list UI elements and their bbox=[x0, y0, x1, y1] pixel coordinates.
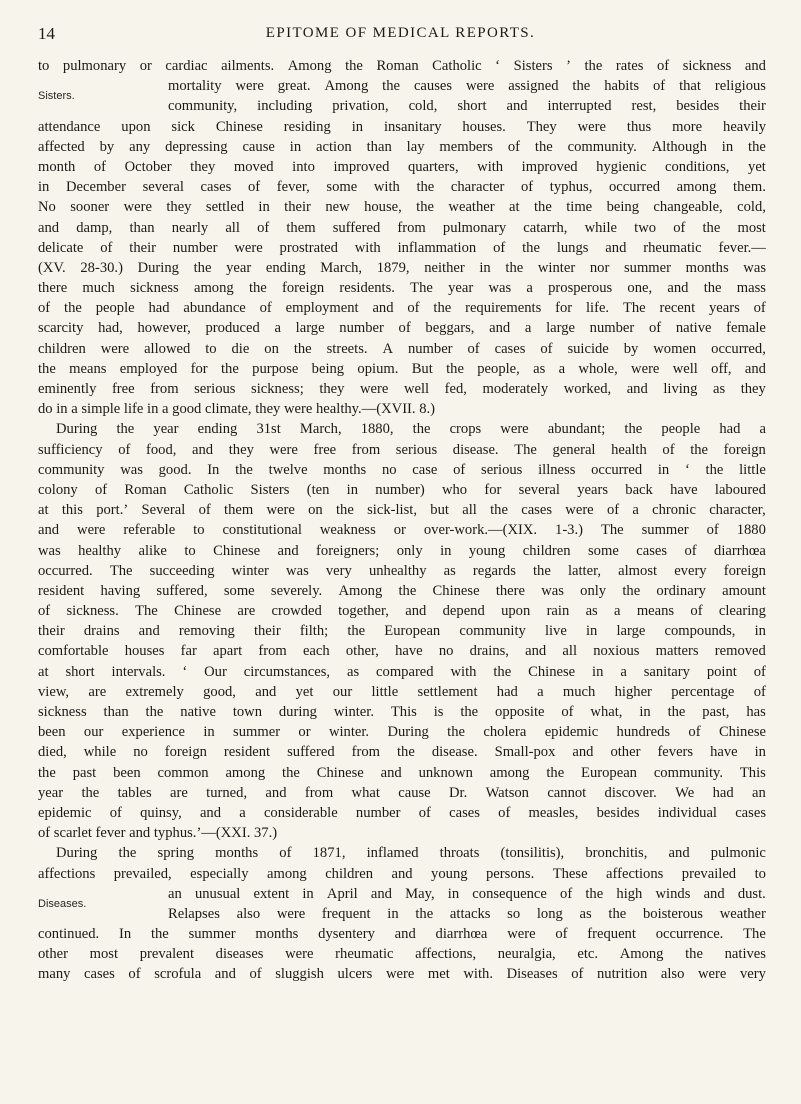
text-line: died, while no foreign resident suffered from the disease. Small-pox and other fevers have in bbox=[38, 744, 766, 761]
text-line: their drains and removing their filth; the European community live in large compounds, in bbox=[38, 623, 766, 640]
margin-note-sisters: Sisters. bbox=[38, 90, 75, 103]
text-line: month of October they moved into improved quarters, with improved hygienic conditions, yet bbox=[38, 158, 766, 175]
text-line: the means employed for the purpose being opium. But the people, as a whole, were well off, and bbox=[38, 360, 766, 377]
diseases-paragraph-block bbox=[38, 884, 766, 924]
text-line: comfortable houses far apart from each other, have no drains, and all noxious matters removed bbox=[38, 643, 766, 660]
text-line-last: of scarlet fever and typhus.’—(XXI. 37.) bbox=[38, 825, 278, 842]
text-line: was healthy alike to Chinese and foreigners; only in young children some cases of diarrhœa bbox=[38, 542, 766, 559]
text-line: mortality were great. Among the causes were assigned the habits of that religious bbox=[168, 78, 766, 95]
text-line: During the spring months of 1871, inflamed throats (tonsilitis), bronchitis, and pulmonic bbox=[56, 845, 766, 862]
text-line: view, are extremely good, and yet our little settlement had a much higher percentage of bbox=[38, 683, 766, 700]
running-head: EPITOME OF MEDICAL REPORTS. bbox=[265, 25, 536, 41]
text-line: eminently free from serious sickness; they were well fed, moderately worked, and living as they bbox=[38, 381, 766, 397]
text-line: year the tables are turned, and from what cause Dr. Watson cannot discover. We had an bbox=[38, 784, 766, 801]
text-line: epidemic of quinsy, and a considerable number of cases of measles, besides individual cases bbox=[38, 804, 766, 821]
margin-note-diseases: Diseases. bbox=[38, 897, 87, 910]
page-number: 14 bbox=[38, 24, 55, 43]
text-line: attendance upon sick Chinese residing in insanitary houses. They were thus more heavily bbox=[38, 118, 766, 135]
text-line: and damp, than nearly all of them suffered from pulmonary catarrh, while two of the most bbox=[38, 219, 766, 236]
text-line: other most prevalent diseases were rheumatic affections, neuralgia, etc. Among the natives bbox=[38, 946, 766, 963]
text-line: occurred. The succeeding winter was very unhealthy as regards the latter, almost every foreign bbox=[38, 562, 766, 579]
text-line: children were allowed to die on the streets. A number of cases of suicide by women occurred, bbox=[38, 340, 766, 357]
text-line: resident having suffered, some severely. Among the Chinese there was only the ordinary amount bbox=[38, 582, 766, 599]
text-line: (XV. 28-30.) During the year ending March, 1879, neither in the winter nor summer months was bbox=[38, 259, 766, 276]
text-line: affections prevailed, especially among children and young persons. These affections prevailed to bbox=[38, 865, 766, 882]
text-line: of sickness. The Chinese are crowded together, and depend upon rain as a means of clearing bbox=[38, 603, 766, 620]
text-line: sufficiency of food, and they were free from serious disease. The general health of the foreign bbox=[38, 441, 766, 458]
body-text bbox=[38, 56, 766, 985]
text-line: sickness than the native town during winter. This is the opposite of what, in the past, has bbox=[38, 704, 766, 720]
text-line: to pulmonary or cardiac ailments. Among the Roman Catholic ‘ Sisters ’ the rates of sickness and bbox=[38, 58, 766, 74]
text-line: colony of Roman Catholic Sisters (ten in number) who for several years back have laboured bbox=[38, 481, 766, 498]
text-line: No sooner were they settled in their new house, the weather at the time being changeable, cold, bbox=[38, 199, 766, 216]
text-line: delicate of their number were prostrated with inflammation of the lungs and rheumatic fever.— bbox=[38, 239, 766, 256]
text-line: community, including privation, cold, short and interrupted rest, besides their bbox=[168, 98, 766, 115]
page-header bbox=[0, 24, 801, 44]
text-line: an unusual extent in April and May, in consequence of the high winds and dust. bbox=[168, 885, 766, 902]
text-line: in December several cases of fever, some with the character of typhus, occurred among them. bbox=[38, 179, 766, 196]
text-line: been our experience in summer or winter. During the cholera epidemic hundreds of Chinese bbox=[38, 724, 766, 741]
text-line: Relapses also were frequent in the attacks so long as the boisterous weather bbox=[168, 905, 766, 922]
text-line-last: do in a simple life in a good climate, they were healthy.—(XVII. 8.) bbox=[38, 401, 436, 418]
text-line: many cases of scrofula and of sluggish ulcers were met with. Diseases of nutrition also were very bbox=[38, 966, 766, 983]
text-line: at this port.’ Several of them were on the sick-list, but all the cases were of a chronic character, bbox=[38, 502, 766, 519]
text-line: the past been common among the Chinese and unknown among the European community. This bbox=[38, 764, 766, 781]
text-line: affected by any depressing cause in action than lay members of the community. Although in the bbox=[38, 138, 766, 155]
text-line: During the year ending 31st March, 1880, the crops were abundant; the people had a bbox=[56, 421, 766, 438]
text-line: there much sickness among the foreign residents. The year was a prosperous one, and the mass bbox=[38, 280, 766, 297]
sisters-paragraph-block bbox=[38, 76, 766, 116]
text-line: continued. In the summer months dysentery and diarrhœa were of frequent occurrence. The bbox=[38, 926, 766, 943]
text-line: of the people had abundance of employment and of the requirements for life. The recent years of bbox=[38, 300, 766, 317]
text-line: community was good. In the twelve months no case of serious illness occurred in ‘ the little bbox=[38, 461, 766, 478]
text-line: at short intervals. ‘ Our circumstances, as compared with the Chinese in a sanitary point of bbox=[38, 663, 766, 680]
text-line: scarcity had, however, produced a large number of beggars, and a large number of native female bbox=[38, 320, 766, 337]
text-line: and were referable to constitutional weakness or over-work.—(XIX. 1-3.) The summer of 1880 bbox=[38, 522, 766, 539]
